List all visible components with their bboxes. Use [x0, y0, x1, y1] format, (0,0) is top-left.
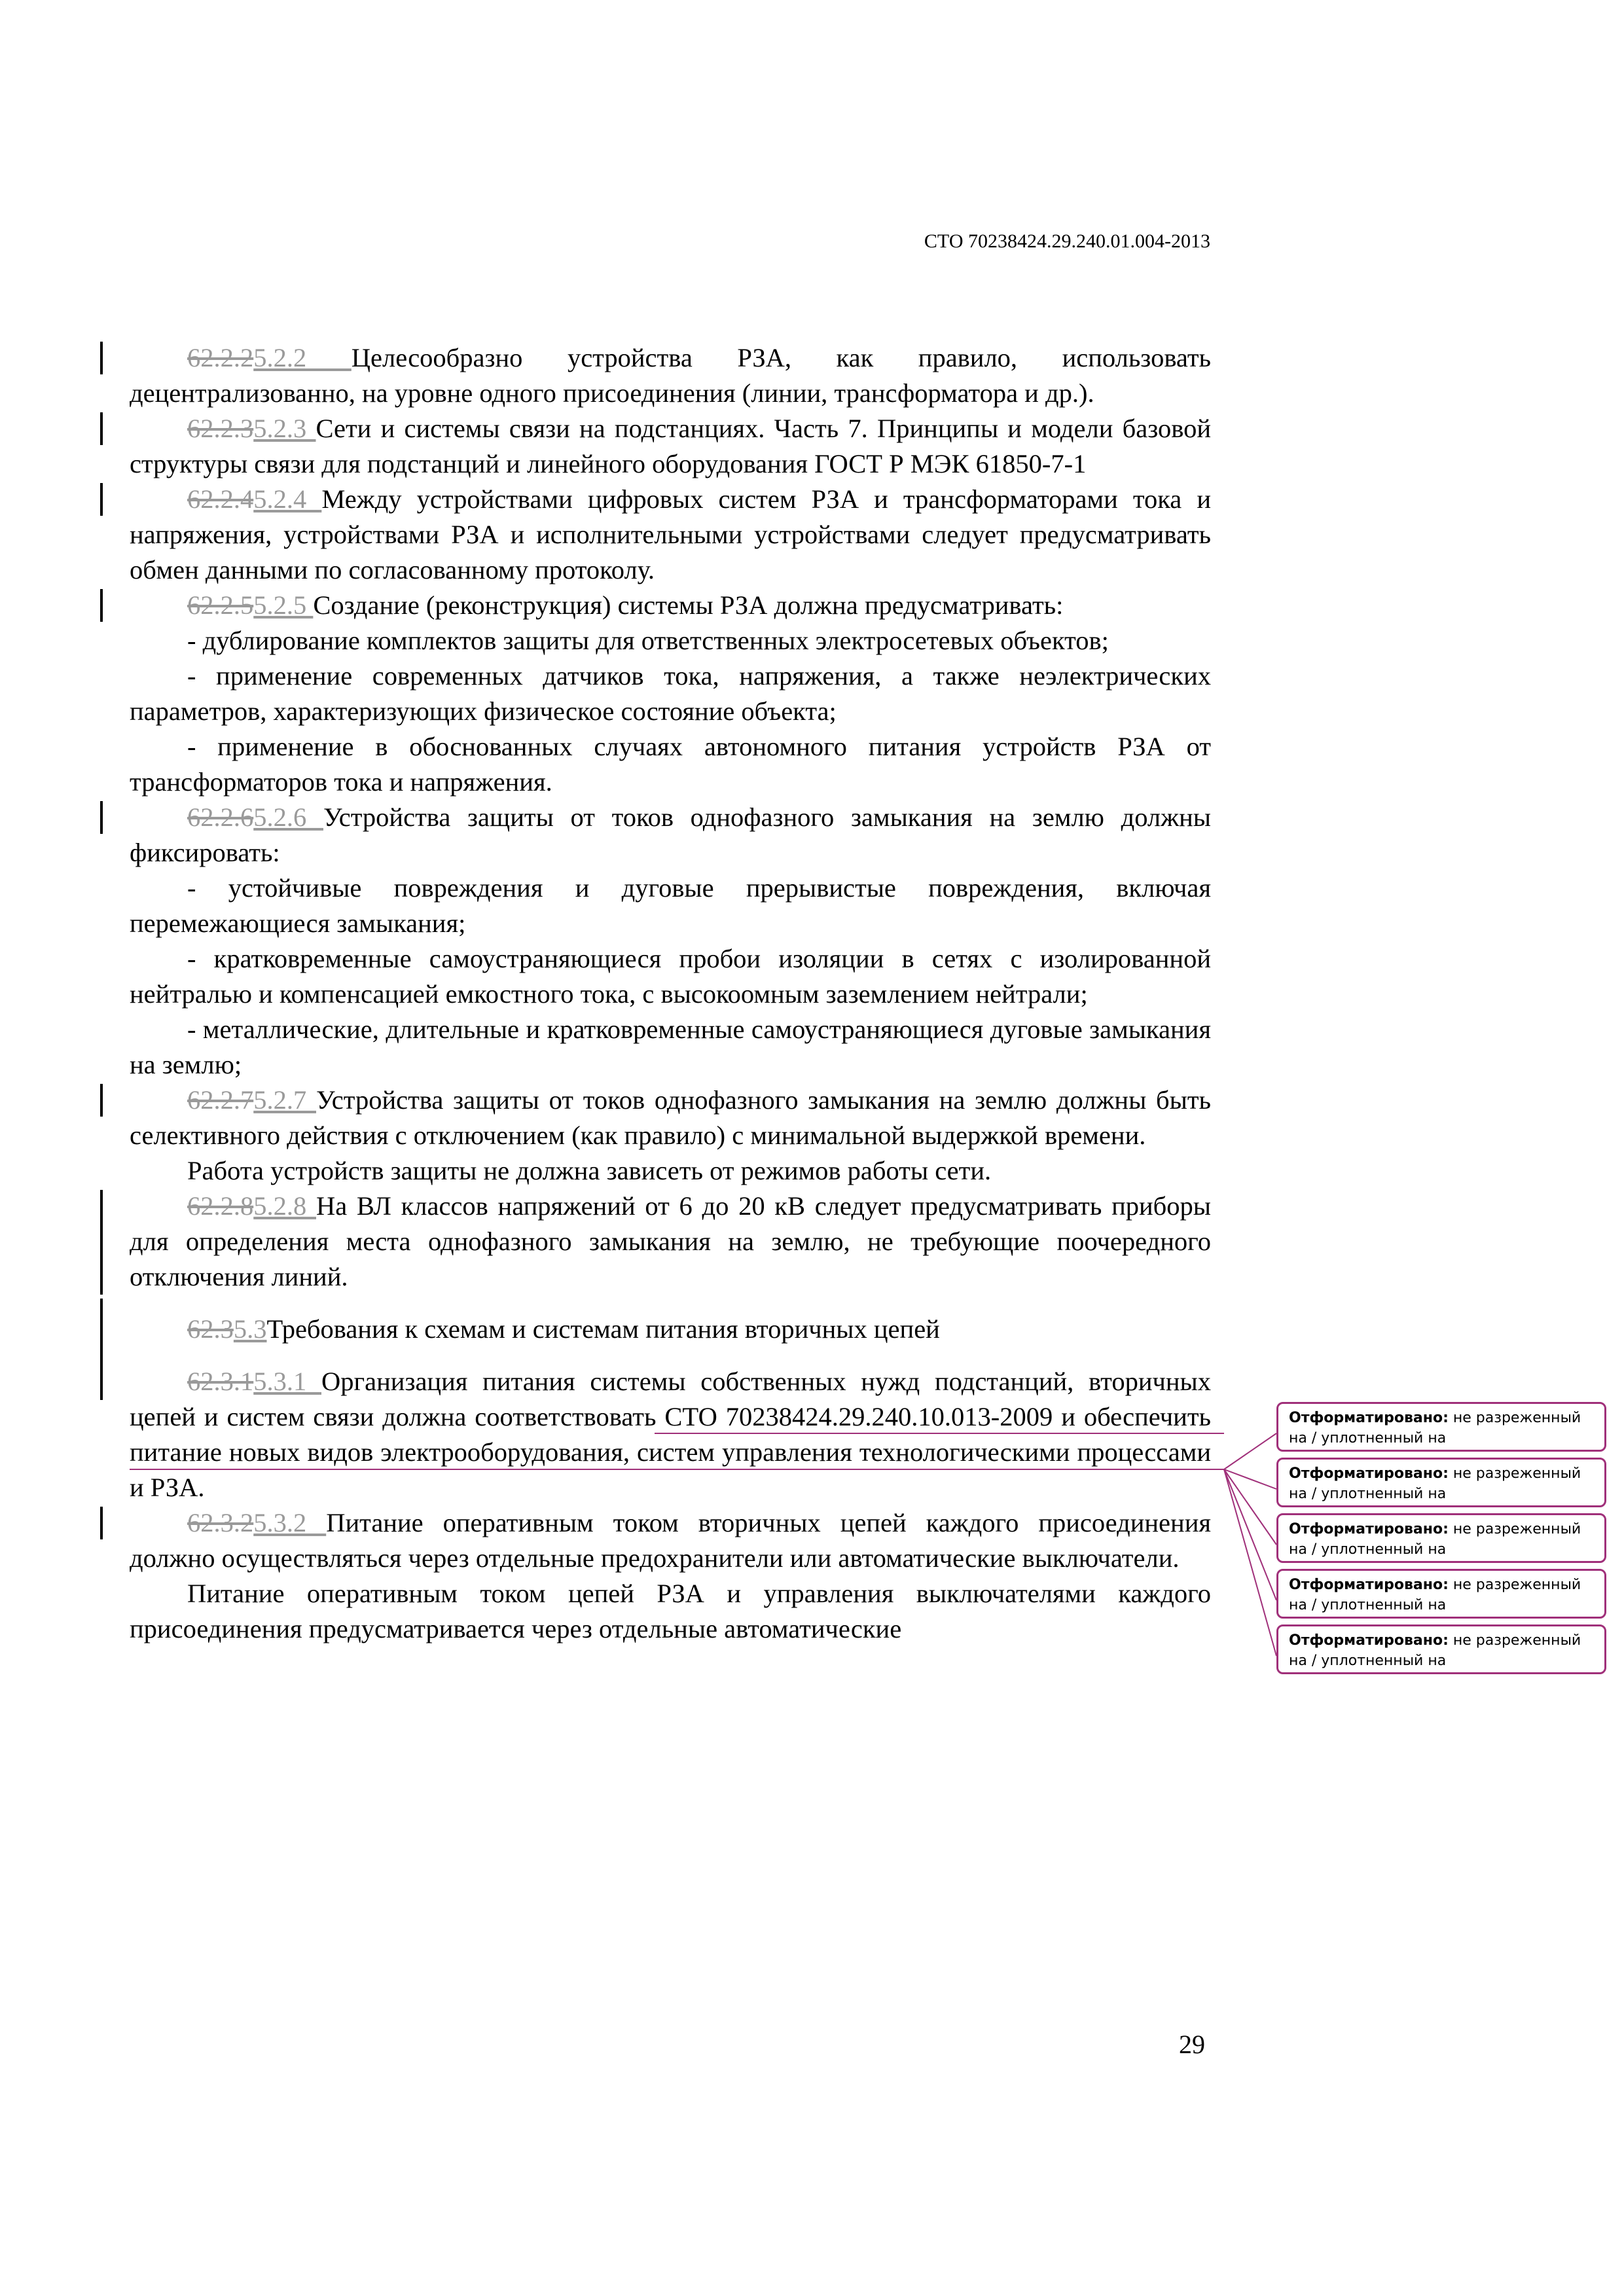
deleted-number: 62.3	[187, 1314, 234, 1344]
paragraph-text: Работа устройств защиты не должна зависеть от режимов работы сети.	[187, 1156, 992, 1185]
comment-text: не разреженный на / уплотненный на	[1289, 1577, 1581, 1613]
section-heading-5-3	[130, 1312, 1211, 1347]
list-item: - дублирование комплектов защиты для ответственных электросетевых объектов;	[187, 626, 1109, 655]
deleted-number: 62.3.1	[187, 1367, 254, 1396]
page-number: 29	[1179, 2030, 1205, 2059]
inserted-number: 5.2.3	[253, 414, 316, 443]
deleted-number: 62.2.2	[187, 343, 254, 372]
comment-balloon[interactable]	[1276, 1402, 1606, 1452]
change-bar	[100, 1190, 103, 1295]
list-item: - металлические, длительные и кратковременные самоустраняющиеся дуговые замыкания на землю;	[130, 1014, 1211, 1079]
inserted-number: 5.2.2	[253, 343, 352, 372]
comment-text: не разреженный на / уплотненный на	[1289, 1410, 1581, 1446]
comment-text: не разреженный на / уплотненный на	[1289, 1632, 1581, 1669]
change-bar	[100, 589, 103, 622]
paragraph-text: Устройства защиты от токов однофазного замыкания на землю должны быть селективного действия с отключением (как правило) с минимальной выдержкой времени.	[130, 1085, 1212, 1150]
comment-label: Отформатировано:	[1289, 1521, 1449, 1537]
inserted-number: 5.2.6	[253, 802, 323, 832]
comment-text: не разреженный на / уплотненный на	[1289, 1465, 1581, 1502]
deleted-number: 62.3.2	[187, 1508, 254, 1537]
inserted-number: 5.3.2	[253, 1508, 327, 1537]
paragraph-5-2-4	[130, 482, 1211, 588]
change-bar	[100, 483, 103, 516]
paragraph-5-3-2	[130, 1505, 1211, 1576]
comment-label: Отформатировано:	[1289, 1465, 1449, 1482]
inserted-number: 5.2.8	[253, 1191, 316, 1221]
change-bar	[100, 801, 103, 834]
change-bar	[100, 342, 103, 374]
list-item: - применение современных датчиков тока, напряжения, а также неэлектрических параметров, характеризующих физическое состояние объекта;	[130, 661, 1211, 726]
change-bar	[100, 1507, 103, 1539]
paragraph-text: Создание (реконструкция) системы РЗА должна предусматривать:	[313, 590, 1064, 620]
comment-label: Отформатировано:	[1289, 1577, 1449, 1593]
comment-label: Отформатировано:	[1289, 1632, 1449, 1649]
list-item: - применение в обоснованных случаях автономного питания устройств РЗА от трансформаторов тока и напряжения.	[130, 732, 1211, 797]
list-item: - кратковременные самоустраняющиеся пробои изоляции в сетях с изолированной нейтралью и компенсацией емкостного тока, с высокоомным заземлением нейтрали;	[130, 944, 1211, 1009]
change-bar	[100, 1084, 103, 1117]
inserted-number: 5.3.1	[253, 1367, 322, 1396]
deleted-number: 62.2.8	[187, 1191, 254, 1221]
paragraph-text: Между устройствами цифровых систем РЗА и трансформаторами тока и напряжения, устройствами РЗА и исполнительными устройствами следует предусматривать обмен данными по согласованному протоколу.	[130, 484, 1212, 584]
comment-balloon[interactable]	[1276, 1458, 1606, 1507]
document-body	[130, 340, 1211, 1647]
paragraph-text: Питание оперативным током вторичных цепей каждого присоединения должно осуществляться через отдельные предохранители или автоматические выключатели.	[130, 1508, 1211, 1573]
inserted-number: 5.2.5	[253, 590, 314, 620]
paragraph-text: На ВЛ классов напряжений от 6 до 20 кВ следует предусматривать приборы для определения места однофазного замыкания на землю, не требующие поочередного отключения линий.	[130, 1191, 1211, 1291]
paragraph-5-2-8	[130, 1189, 1211, 1295]
inserted-number: 5.3	[233, 1314, 267, 1344]
paragraph-5-2-2	[130, 340, 1211, 411]
paragraph-text: Организация питания системы собственных нужд подстанций, вторичных цепей и систем связи должна соответствовать СТО 70238424.29.240.10.013-2009 и обеспечить питание новых видов электрооборудования, систем управления технологическими процессами и РЗА.	[130, 1367, 1211, 1502]
inserted-number: 5.2.4	[253, 484, 322, 514]
heading-text: Требования к схемам и системам питания вторичных цепей	[266, 1314, 940, 1344]
paragraph-5-2-7	[130, 1083, 1211, 1153]
paragraph-5-2-3	[130, 411, 1211, 482]
deleted-number: 62.2.4	[187, 484, 254, 514]
list-item: - устойчивые повреждения и дуговые прерывистые повреждения, включая перемежающиеся замыкания;	[130, 873, 1211, 938]
paragraph-text: Целесообразно устройства РЗА, как правило, использовать децентрализованно, на уровне одного присоединения (линии, трансформатора и др.).	[130, 343, 1212, 408]
paragraph-text: Сети и системы связи на подстанциях. Часть 7. Принципы и модели базовой структуры связи для подстанций и линейного оборудования ГОСТ Р МЭК 61850-7-1	[130, 414, 1212, 478]
comment-label: Отформатировано:	[1289, 1410, 1449, 1426]
paragraph-text: Питание оперативным током цепей РЗА и управления выключателями каждого присоединения предусматривается через отдельные автоматические	[130, 1579, 1211, 1643]
paragraph-text: Устройства защиты от токов однофазного замыкания на землю должны фиксировать:	[130, 802, 1212, 867]
comment-text: не разреженный на / уплотненный на	[1289, 1521, 1581, 1558]
change-bar	[100, 412, 103, 445]
change-bar	[100, 1351, 103, 1400]
deleted-number: 62.2.3	[187, 414, 254, 443]
document-code-header: СТО 70238424.29.240.01.004-2013	[924, 230, 1210, 252]
deleted-number: 62.2.5	[187, 590, 254, 620]
deleted-number: 62.2.6	[187, 802, 254, 832]
inserted-number: 5.2.7	[253, 1085, 316, 1115]
comment-balloon[interactable]	[1276, 1513, 1606, 1563]
deleted-number: 62.2.7	[187, 1085, 254, 1115]
paragraph-5-3-1	[130, 1364, 1211, 1505]
paragraph-5-2-6	[130, 800, 1211, 870]
comment-balloon[interactable]	[1276, 1624, 1606, 1674]
paragraph-5-2-5	[130, 588, 1211, 623]
comment-balloon[interactable]	[1276, 1569, 1606, 1619]
